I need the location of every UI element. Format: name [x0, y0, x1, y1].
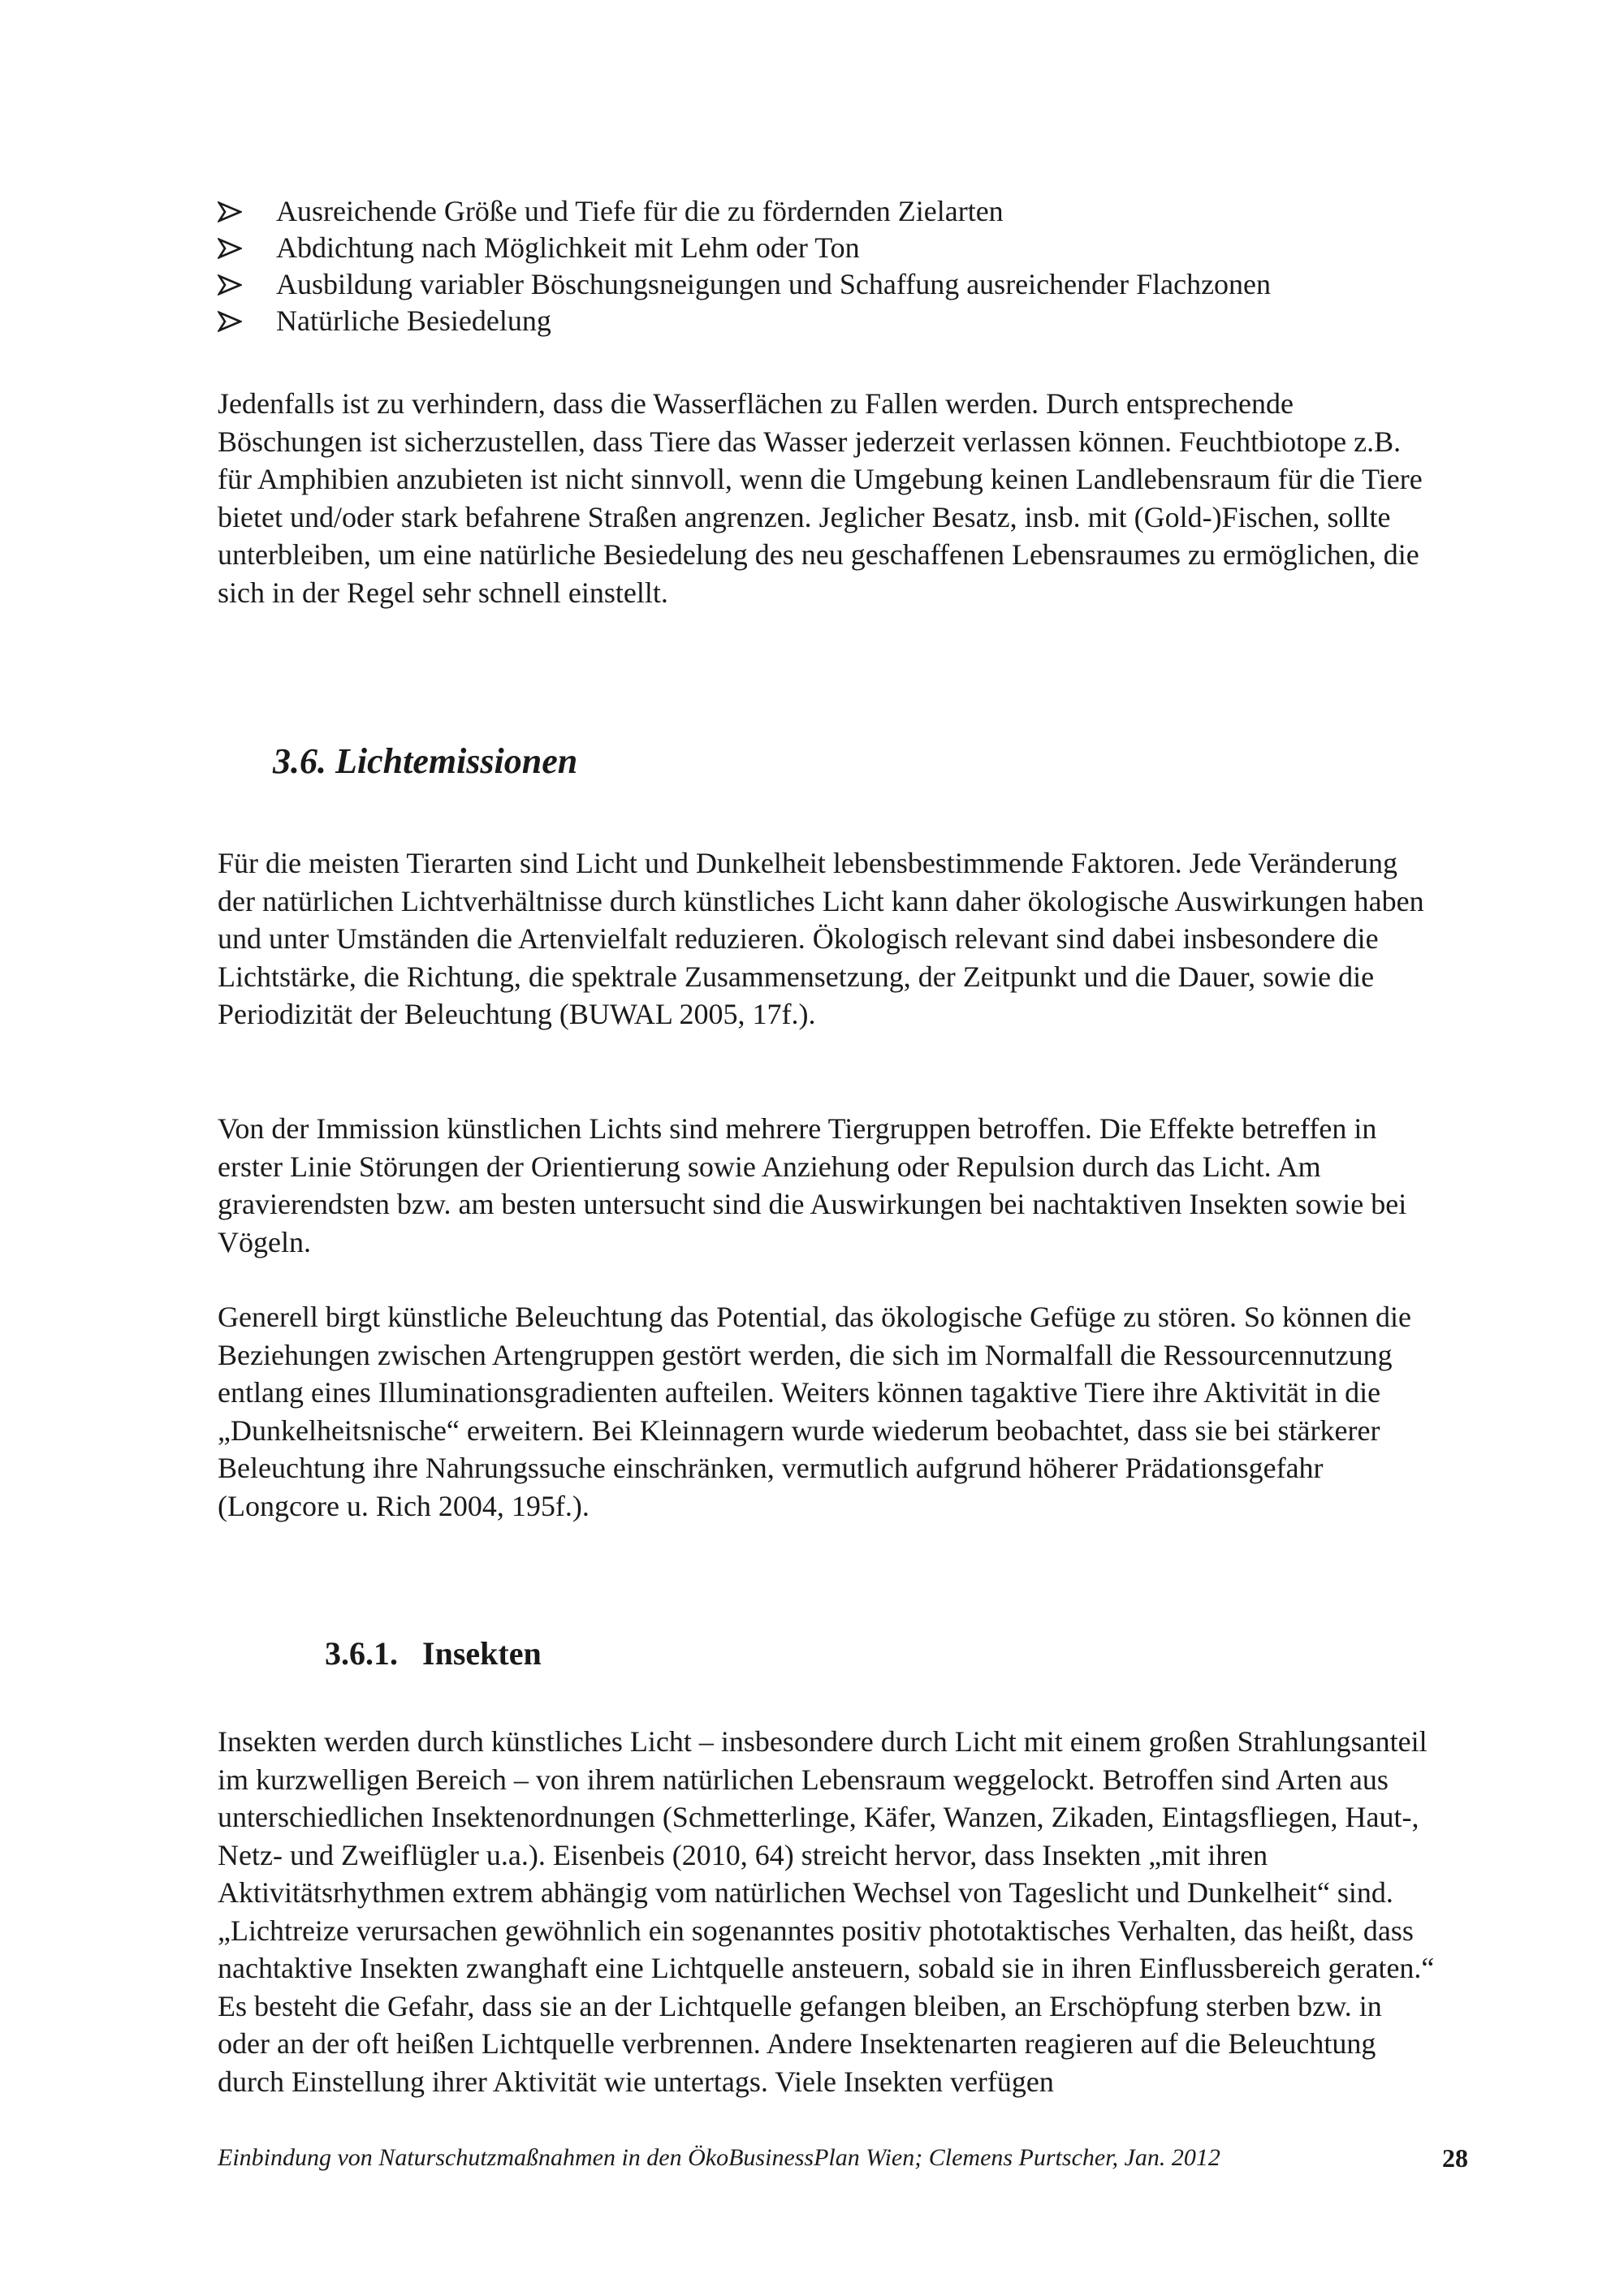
section-title: Lichtemissionen	[335, 741, 578, 781]
bullet-list	[218, 193, 1484, 339]
section-paragraph-3: Generell birgt künstliche Beleuchtung das Potential, das ökologische Gefüge zu stören. So können die Beziehungen zwischen Artengruppen gestört werden, die sich im Normalfall die Ressourcennutzung entlang eines Illuminationsgradienten aufteilen. Weiters können tagaktive Tiere ihre Aktivität in die „Dunkelheitsnische“ erweitern. Bei Kleinnagern wurde wiederum beobachtet, dass sie bei stärkerer Beleuchtung ihre Nahrungssuche einschränken, vermutlich aufgrund höherer Prädationsgefahr (Longcore u. Rich 2004, 195f.).	[218, 1301, 1412, 1522]
section-heading	[273, 739, 577, 784]
subsection-title: Insekten	[422, 1635, 542, 1672]
section-paragraph-1: Für die meisten Tierarten sind Licht und Dunkelheit lebensbestimmende Faktoren. Jede Veränderung der natürlichen Lichtverhältnisse durch künstliches Licht kann daher ökologische Auswirkungen haben und unter Umständen die Artenvielfalt reduzieren. Ökologisch relevant sind dabei insbesondere die Lichtstärke, die Richtung, die spektrale Zusammensetzung, der Zeitpunkt und die Dauer, sowie die Periodizität der Beleuchtung (BUWAL 2005, 17f.).	[218, 847, 1424, 1030]
list-item	[218, 266, 1484, 303]
list-item-text: Natürliche Besiedelung	[276, 304, 551, 337]
arrowhead-bullet-icon	[218, 274, 242, 296]
subsection-number: 3.6.1.	[325, 1635, 398, 1672]
page-footer	[218, 2142, 1468, 2177]
list-item-text: Abdichtung nach Möglichkeit mit Lehm oder Ton	[276, 231, 860, 264]
intro-paragraph: Jedenfalls ist zu verhindern, dass die Wasserflächen zu Fallen werden. Durch entsprechende Böschungen ist sicherzustellen, dass Tiere das Wasser jederzeit verlassen können. Feuchtbiotope z.B. für Amphibien anzubieten ist nicht sinnvoll, wenn die Umgebung keinen Landlebensraum für die Tiere bietet und/oder stark befahrene Straßen angrenzen. Jeglicher Besatz, insb. mit (Gold-)Fischen, sollte unterbleiben, um eine natürliche Besiedelung des neu geschaffenen Lebensraumes zu ermöglichen, die sich in der Regel sehr schnell einstellt.	[218, 387, 1423, 609]
list-item	[218, 193, 1484, 230]
subsection-heading	[325, 1633, 542, 1675]
section-paragraph-2: Von der Immission künstlichen Lichts sind mehrere Tiergruppen betroffen. Die Effekte betreffen in erster Linie Störungen der Orientierung sowie Anziehung oder Repulsion durch das Licht. Am gravierendsten bzw. am besten untersucht sind die Auswirkungen bei nachtaktiven Insekten sowie bei Vögeln.	[218, 1112, 1407, 1258]
page-number: 28	[1442, 2143, 1468, 2173]
list-item-text: Ausbildung variabler Böschungsneigungen und Schaffung ausreichender Flachzonen	[276, 268, 1272, 300]
arrowhead-bullet-icon	[218, 238, 242, 259]
arrowhead-bullet-icon	[218, 201, 242, 222]
list-item-text: Ausreichende Größe und Tiefe für die zu fördernden Zielarten	[276, 195, 1004, 227]
arrowhead-bullet-icon	[218, 311, 242, 332]
subsection-paragraph: Insekten werden durch künstliches Licht – insbesondere durch Licht mit einem großen Strahlungsanteil im kurzwelligen Bereich – von ihrem natürlichen Lebensraum weggelockt. Betroffen sind Arten aus unterschiedlichen Insektenordnungen (Schmetterlinge, Käfer, Wanzen, Zikaden, Eintagsfliegen, Haut-, Netz- und Zweiflügler u.a.). Eisenbeis (2010, 64) streicht hervor, dass Insekten „mit ihren Aktivitätsrhythmen extrem abhängig vom natürlichen Wechsel von Tageslicht und Dunkelheit“ sind. „Lichtreize verursachen gewöhnlich ein sogenanntes positiv phototaktisches Verhalten, das heißt, dass nachtaktive Insekten zwanghaft eine Lichtquelle ansteuern, sobald sie in ihren Einflussbereich geraten.“ Es besteht die Gefahr, dass sie an der Lichtquelle gefangen bleiben, an Erschöpfung sterben bzw. in oder an der oft heißen Lichtquelle verbrennen. Andere Insektenarten reagieren auf die Beleuchtung durch Einstellung ihrer Aktivität wie untertags. Viele Insekten verfügen	[218, 1725, 1435, 2098]
footer-text: Einbindung von Naturschutzmaßnahmen in den ÖkoBusinessPlan Wien; Clemens Purtscher, Jan. 2012	[218, 2144, 1220, 2171]
list-item	[218, 230, 1484, 266]
list-item	[218, 303, 1484, 339]
section-number: 3.6.	[273, 741, 326, 781]
